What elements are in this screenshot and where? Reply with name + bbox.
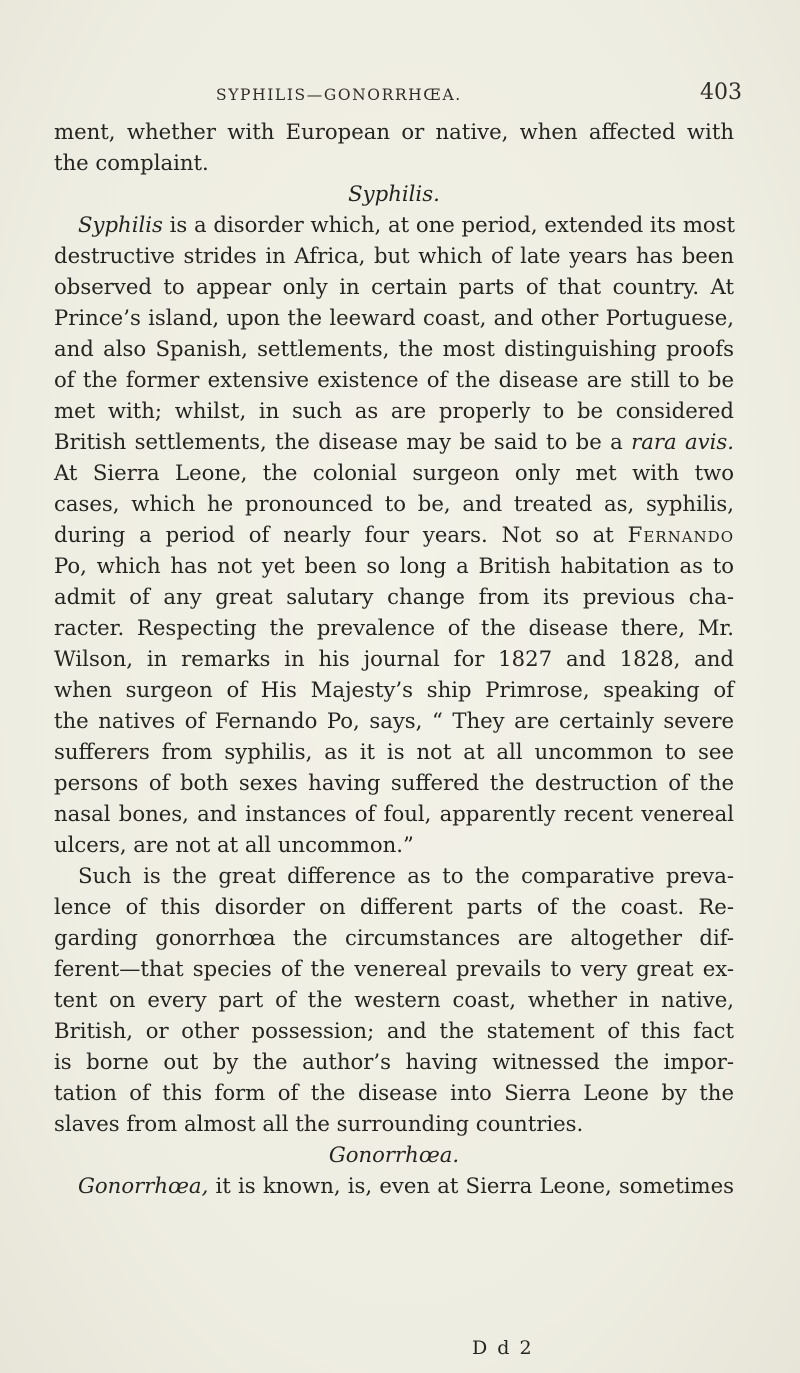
running-head: SYPHILIS—GONORRHŒA. — [216, 86, 462, 104]
italic-term: rara avis. — [631, 429, 735, 454]
text-line: cases, which he pronounced to be, and treated as, syphilis, — [54, 491, 734, 516]
text-line: Wilson, in remarks in his journal for 1827 and 1828, and — [54, 646, 734, 671]
text-line: lence of this disorder on different parts of the coast. Re- — [54, 894, 734, 919]
text-line: the natives of Fernando Po, says, “ They are certainly severe — [54, 708, 734, 733]
section-heading-syphilis: Syphilis. — [348, 181, 440, 206]
signature-mark: D d 2 — [472, 1337, 534, 1359]
text-line: is borne out by the author’s having witnessed the impor- — [54, 1049, 734, 1074]
text-line: the complaint. — [54, 150, 209, 175]
text-line: persons of both sexes having suffered the destruction of the — [54, 770, 734, 795]
section-heading-gonorrhoea: Gonorrhœa. — [328, 1142, 460, 1167]
text-line: admit of any great salutary change from its previous cha- — [54, 584, 734, 609]
text-span: British settlements, the disease may be said to be a — [54, 429, 632, 454]
text-line: Such is the great difference as to the comparative preva- — [78, 863, 734, 888]
text-line — [78, 1168, 734, 1204]
text-line: and also Spanish, settlements, the most distinguishing proofs — [54, 336, 734, 361]
text-line: tent on every part of the western coast, whether in native, — [54, 987, 734, 1012]
small-caps-term: Fernando — [627, 522, 734, 547]
text-line: ferent—that species of the venereal prevails to very great ex- — [54, 956, 734, 981]
text-line: racter. Respecting the prevalence of the disease there, Mr. — [54, 615, 734, 640]
italic-term: Gonorrhœa, — [78, 1173, 209, 1198]
text-line: when surgeon of His Majesty’s ship Primrose, speaking of — [54, 677, 734, 702]
text-line: Po, which has not yet been so long a British habitation as to — [54, 553, 734, 578]
text-line: destructive strides in Africa, but which of late years has been — [54, 243, 734, 268]
italic-term: Syphilis — [78, 212, 163, 237]
text-line: At Sierra Leone, the colonial surgeon only met with two — [54, 460, 734, 485]
text-line: tation of this form of the disease into Sierra Leone by the — [54, 1080, 734, 1105]
page-number: 403 — [700, 80, 742, 105]
text-span: is a disorder which, at one period, extended its most — [162, 212, 736, 237]
text-line: ulcers, are not at all uncommon.” — [54, 832, 414, 857]
text-line: nasal bones, and instances of foul, apparently recent venereal — [54, 801, 734, 826]
text-span: it is known, is, even at Sierra Leone, sometimes — [208, 1173, 734, 1198]
text-line: of the former extensive existence of the disease are still to be — [54, 367, 734, 392]
text-line: sufferers from syphilis, as it is not at all uncommon to see — [54, 739, 734, 764]
text-line: observed to appear only in certain parts of that country. At — [54, 274, 734, 299]
text-line: garding gonorrhœa the circumstances are altogether dif- — [54, 925, 734, 950]
text-span: during a period of nearly four years. Not so at — [54, 522, 628, 547]
text-line: British, or other possession; and the statement of this fact — [54, 1018, 734, 1043]
text-line: ment, whether with European or native, when affected with — [54, 119, 734, 144]
text-line: met with; whilst, in such as are properly to be considered — [54, 398, 734, 423]
text-line: Prince’s island, upon the leeward coast, and other Portuguese, — [54, 305, 734, 330]
text-line: slaves from almost all the surrounding countries. — [54, 1111, 584, 1136]
